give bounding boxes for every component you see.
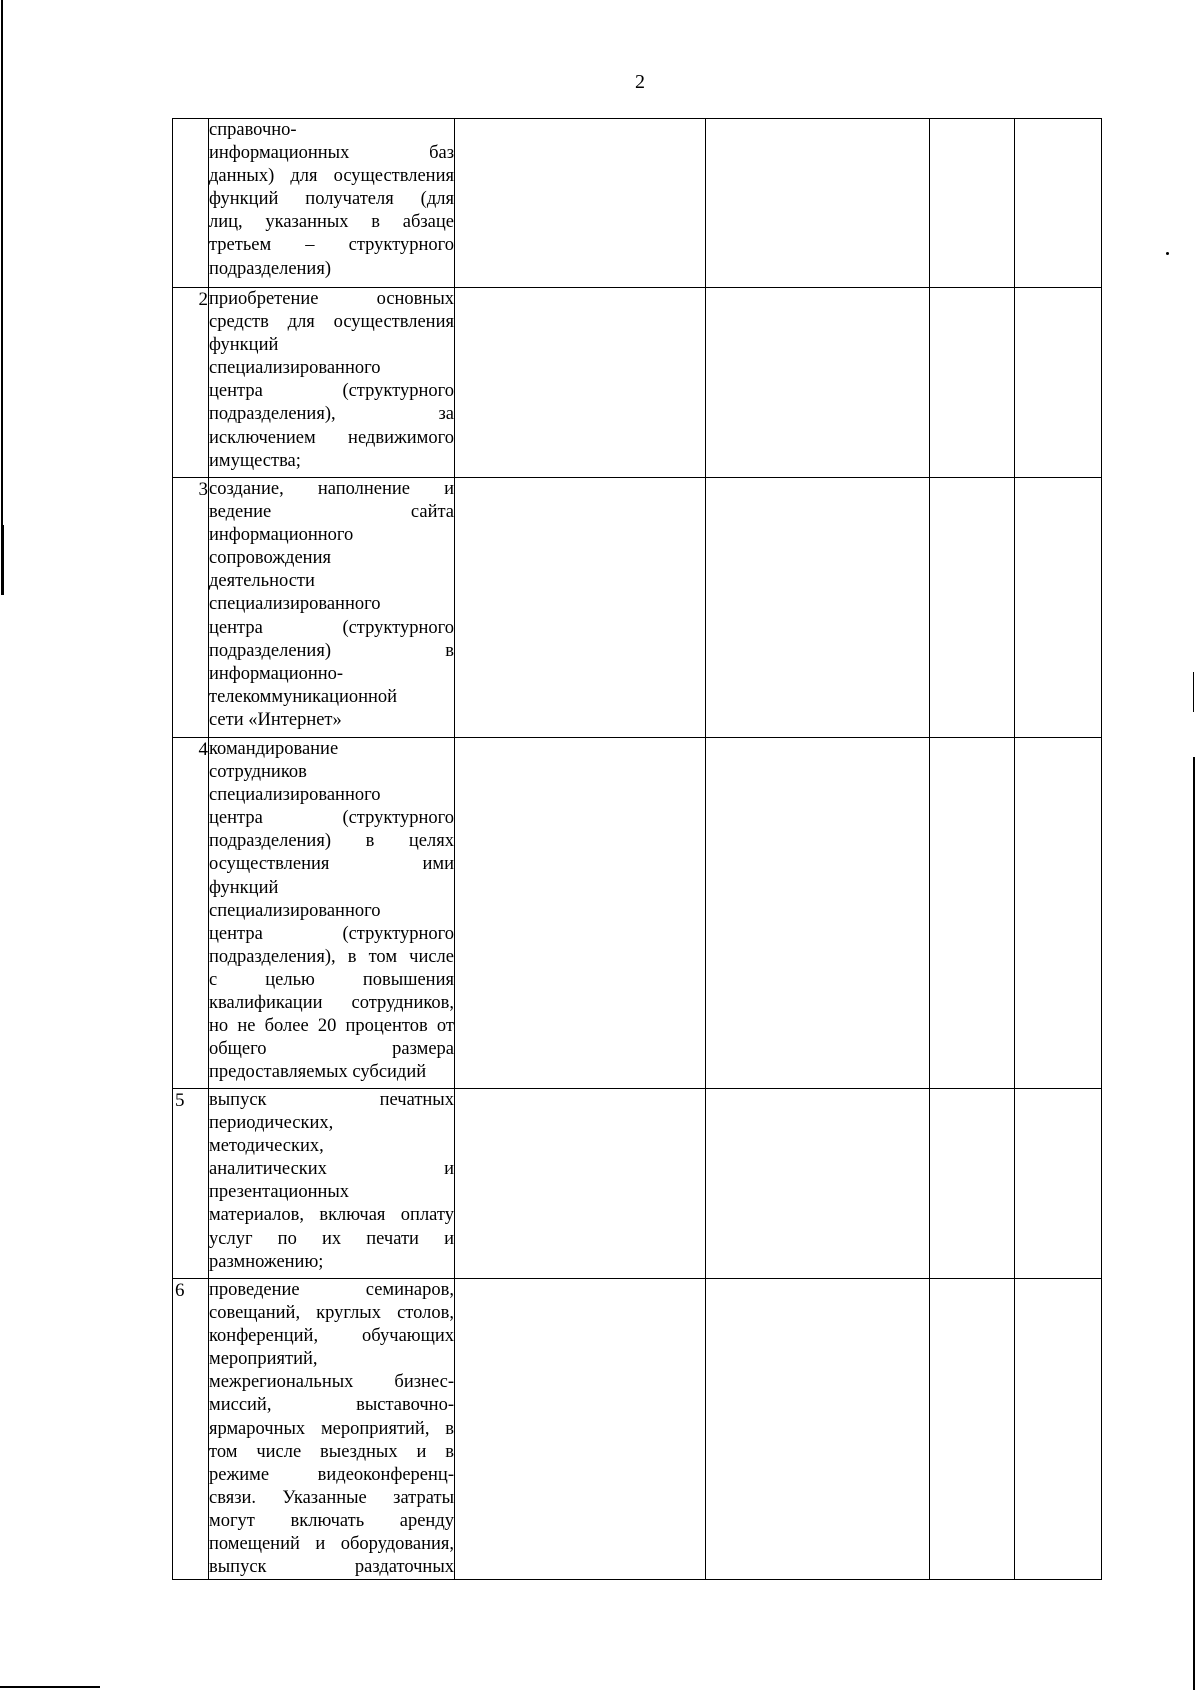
empty-cell-col-6 [1015,1089,1102,1279]
description-line: функций [209,877,279,898]
description-line: презентационных [209,1182,350,1203]
description-line: конференций, обучающих [209,1326,454,1347]
expense-table [172,118,1102,1580]
empty-cell-col-4 [706,1089,930,1279]
description-line: деятельности [209,571,315,592]
description-line: подразделения) в целях [209,831,454,852]
description-line: специализированного [209,594,381,615]
description-line: третьем – структурного [209,235,454,256]
description-line: информационного [209,525,354,546]
description-line: предоставляемых субсидий [209,1062,427,1083]
description-line: командирование [209,739,339,759]
description-line: проведение семинаров, [209,1280,454,1300]
empty-cell-col-5 [930,1279,1015,1580]
table-row [173,478,1102,738]
row-description [209,119,455,288]
empty-cell-col-5 [930,478,1015,738]
table-body [173,119,1102,1580]
description-line: центра (структурного [209,923,454,944]
row-description [209,738,455,1089]
description-line: методических, [209,1136,324,1157]
description-line: миссий, выставочно- [209,1395,454,1416]
description-line: связи. Указанные затраты [209,1487,454,1508]
empty-cell-col-3 [455,1089,706,1279]
row-description [209,478,455,738]
description-line: центра (структурного [209,808,454,829]
description-line: информационных баз [209,143,454,164]
row-number: 4 [173,738,209,1089]
table-row [173,119,1102,288]
description-line: сопровождения [209,548,331,569]
description-line: периодических, [209,1113,334,1134]
description-line: специализированного [209,785,381,806]
description-line: информационно- [209,663,344,684]
description-line: функций получателя (для [209,189,454,210]
empty-cell-col-5 [930,119,1015,288]
table-row [173,288,1102,478]
description-line: осуществления ими [209,854,454,875]
description-line: материалов, включая оплату [209,1205,454,1226]
empty-cell-col-6 [1015,119,1102,288]
description-line: исключением недвижимого [209,427,454,448]
empty-cell-col-6 [1015,1279,1102,1580]
row-description [209,1089,455,1279]
description-line: приобретение основных [209,289,454,309]
description-line: совещаний, круглых столов, [209,1303,454,1324]
empty-cell-col-5 [930,288,1015,478]
description-line: но не более 20 процентов от [209,1016,454,1037]
description-line: выпуск печатных [209,1090,454,1110]
description-line: ведение сайта [209,502,454,523]
description-line: ярмарочных мероприятий, в [209,1418,454,1439]
scan-edge-line-left [1,0,3,595]
description-line: подразделения), за [209,404,454,425]
row-description [209,288,455,478]
description-line: функций [209,335,279,356]
description-line: сотрудников [209,762,307,783]
description-line: центра (структурного [209,381,454,402]
empty-cell-col-6 [1015,738,1102,1089]
empty-cell-col-4 [706,119,930,288]
description-line: мероприятий, [209,1349,318,1370]
description-line: подразделения), в том числе [209,946,454,967]
empty-cell-col-3 [455,738,706,1089]
description-line: межрегиональных бизнес- [209,1372,454,1393]
row-number: 6 [173,1279,209,1580]
description-line: могут включать аренду [209,1510,454,1531]
scan-edge-line-right-lower [1193,757,1195,1690]
row-number [173,119,209,288]
row-description [209,1279,455,1580]
description-line: центра (структурного [209,617,454,638]
page-number: 2 [635,71,645,93]
empty-cell-col-4 [706,288,930,478]
empty-cell-col-3 [455,1279,706,1580]
description-line: общего размера [209,1039,454,1060]
description-line: специализированного [209,358,381,379]
empty-cell-col-3 [455,119,706,288]
empty-cell-col-4 [706,738,930,1089]
description-line: справочно- [209,120,297,140]
empty-cell-col-3 [455,478,706,738]
scan-bottom-line [0,1686,100,1688]
empty-cell-col-5 [930,738,1015,1089]
description-line: данных) для осуществления [209,166,454,187]
scan-edge-line-right [1193,672,1194,712]
scan-dot [1166,252,1169,255]
empty-cell-col-6 [1015,288,1102,478]
description-line: квалификации сотрудников, [209,993,454,1014]
row-number: 2 [173,288,209,478]
description-line: лиц, указанных в абзаце [209,212,454,233]
description-line: помещений и оборудования, [209,1534,454,1555]
description-line: специализированного [209,900,381,921]
description-line: том числе выездных и в [209,1441,454,1462]
description-line: выпуск раздаточных [209,1557,454,1578]
description-line: аналитических и [209,1159,454,1180]
table-row [173,1089,1102,1279]
empty-cell-col-5 [930,1089,1015,1279]
description-line: создание, наполнение и [209,479,454,499]
description-line: сети «Интернет» [209,709,342,730]
table-row [173,738,1102,1089]
empty-cell-col-4 [706,1279,930,1580]
description-line: режиме видеоконференц- [209,1464,454,1485]
description-line: подразделения) в [209,640,454,661]
scan-edge-line-left-lower [3,525,4,595]
description-line: имущества; [209,450,301,471]
empty-cell-col-6 [1015,478,1102,738]
description-line: с целью повышения [209,969,454,990]
row-number: 5 [173,1089,209,1279]
table-row [173,1279,1102,1580]
row-number: 3 [173,478,209,738]
empty-cell-col-4 [706,478,930,738]
empty-cell-col-3 [455,288,706,478]
description-line: подразделения) [209,258,332,279]
description-line: средств для осуществления [209,312,454,333]
description-line: услуг по их печати и [209,1228,454,1249]
description-line: размножению; [209,1251,324,1272]
description-line: телекоммуникационной [209,686,398,707]
